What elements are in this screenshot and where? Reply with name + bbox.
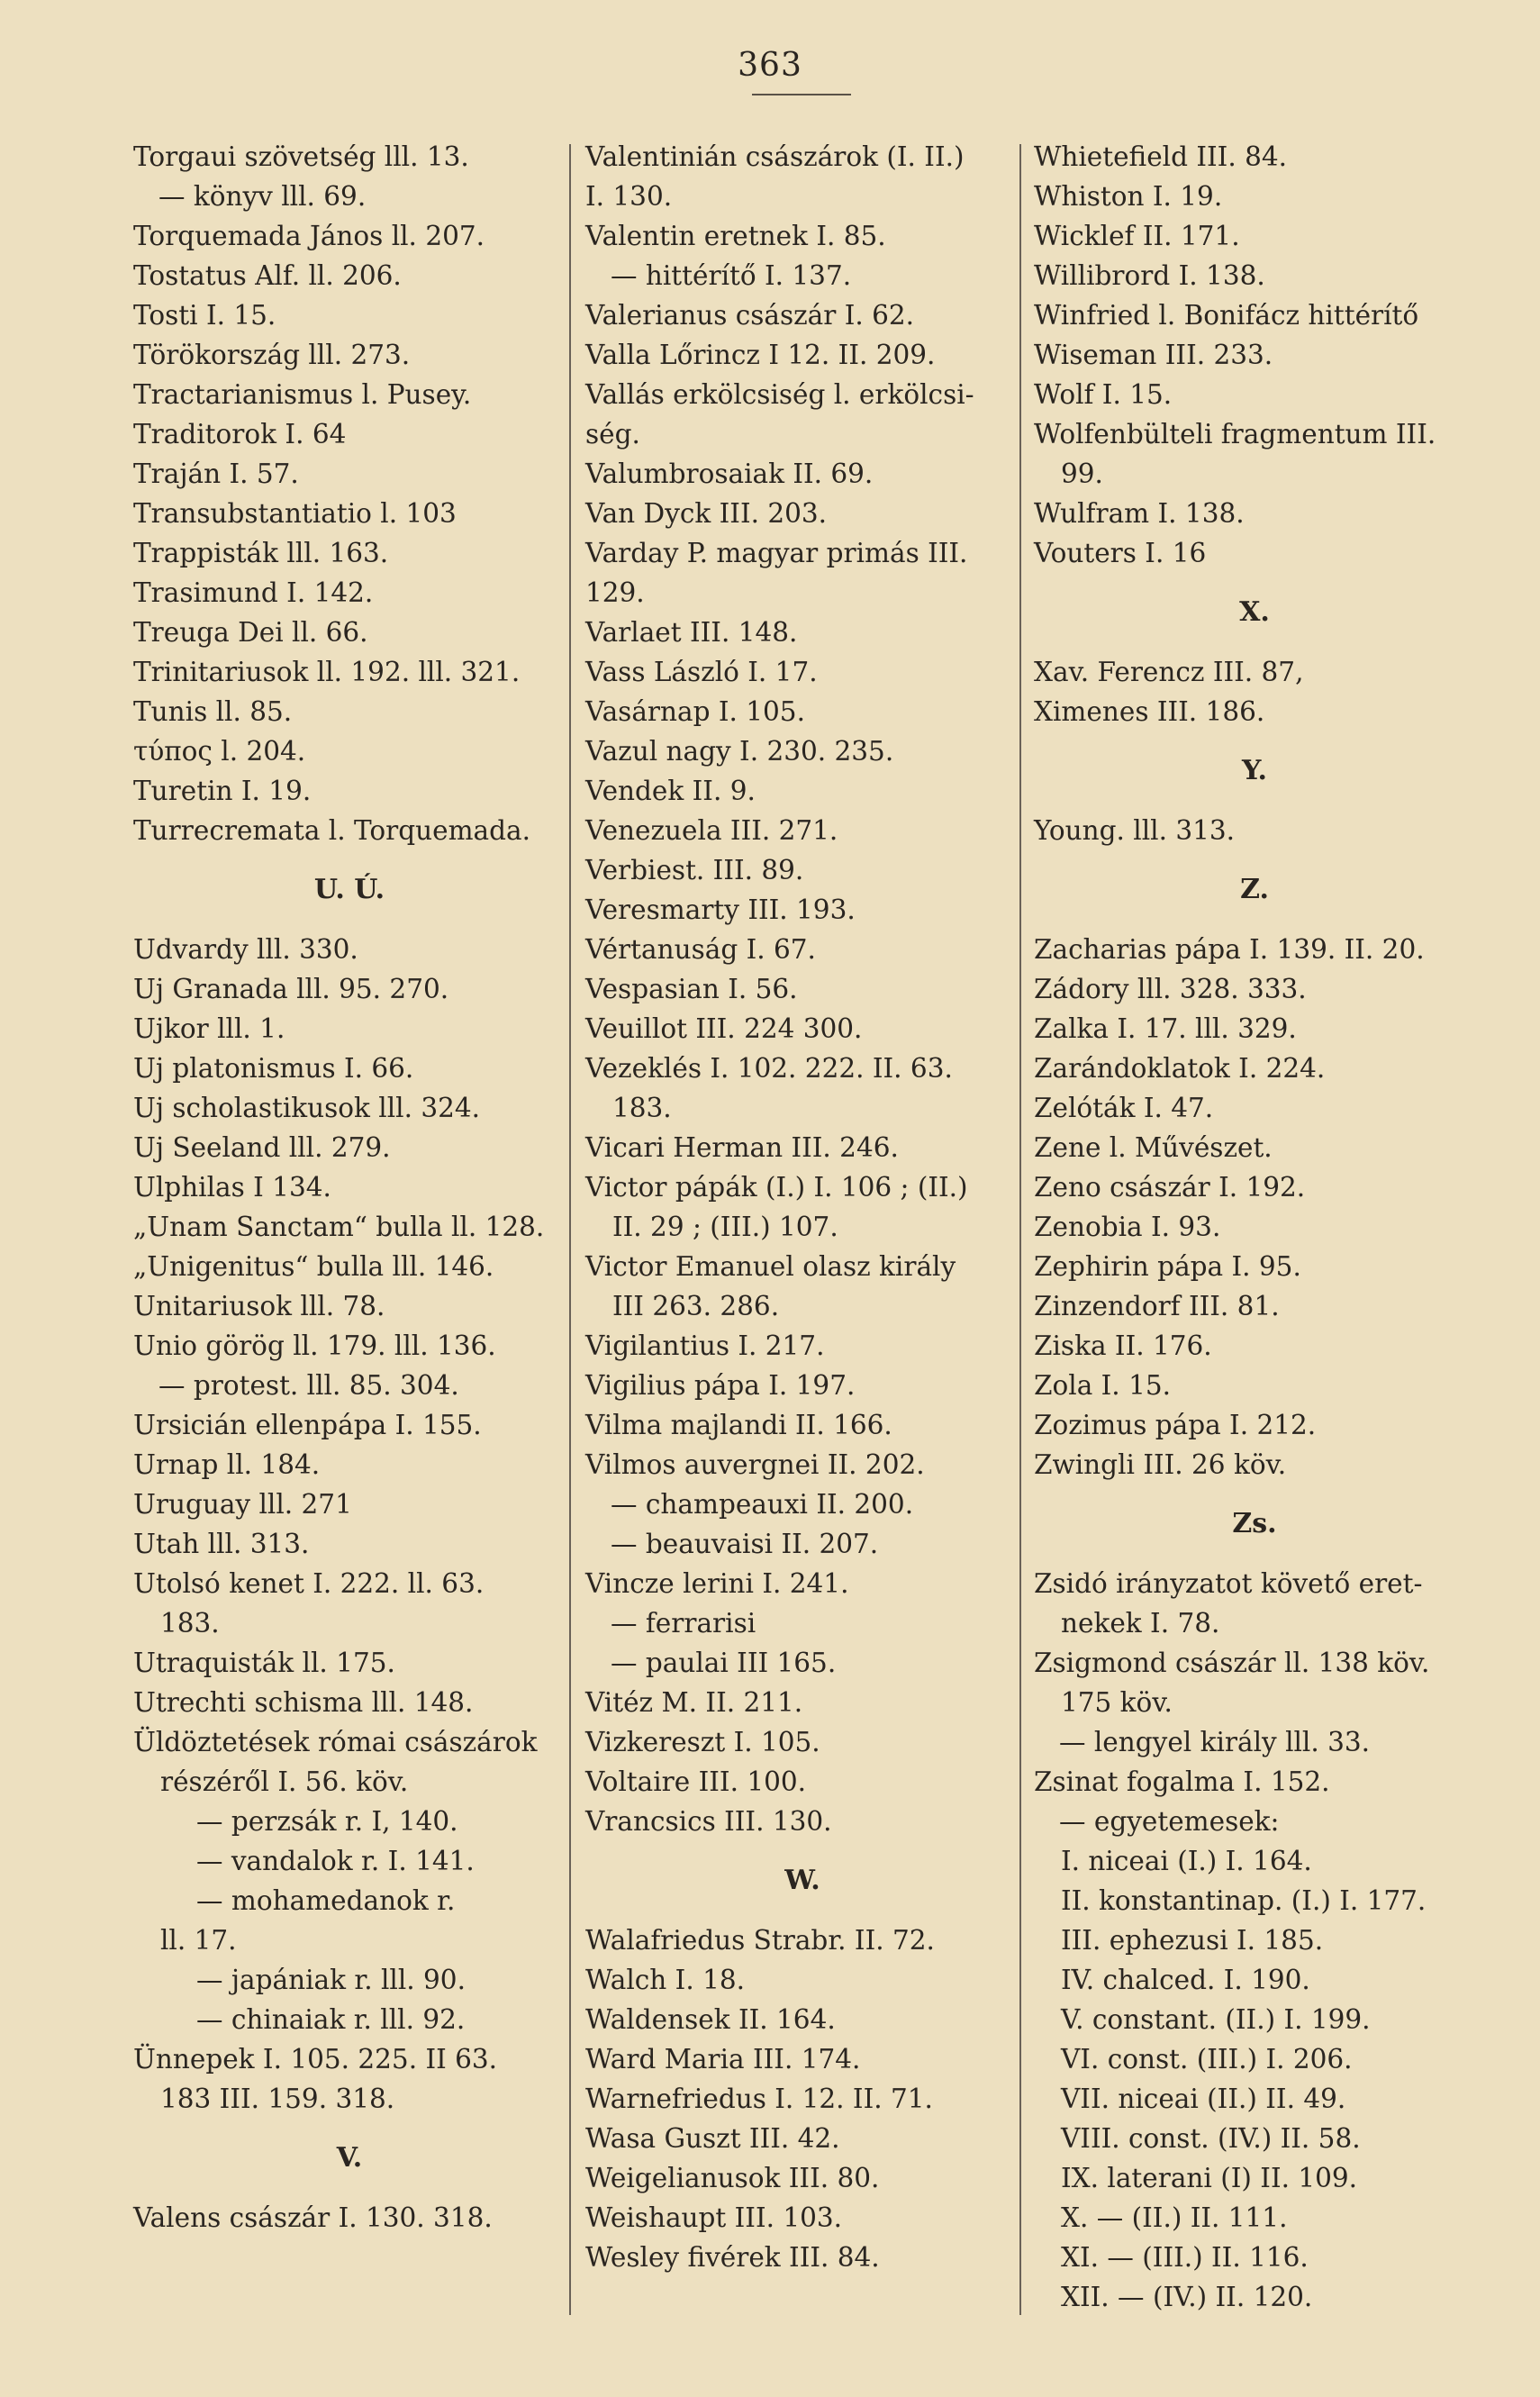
index-entry: Vendek II. 9.: [585, 776, 756, 806]
index-entry: Vizkereszt I. 105.: [585, 1727, 820, 1757]
index-entry: — chinaiak r. lll. 92.: [196, 2004, 466, 2035]
index-entry: Wolf I. 15.: [1034, 379, 1173, 410]
index-entry: Uj Granada lll. 95. 270.: [133, 974, 449, 1004]
index-entry: Zacharias pápa I. 139. II. 20.: [1034, 934, 1425, 965]
index-entry: Valerianus császár I. 62.: [585, 300, 915, 331]
index-entry: Whiston I. 19.: [1034, 181, 1223, 212]
index-entry: VIII. const. (IV.) II. 58.: [1061, 2123, 1361, 2154]
index-entry: Vitéz M. II. 211.: [585, 1687, 803, 1718]
index-entry: Xav. Ferencz III. 87,: [1034, 657, 1304, 687]
index-entry: Uj scholastikusok lll. 324.: [133, 1093, 481, 1123]
index-entry: τύπος l. 204.: [133, 736, 306, 767]
index-entry: Utrechti schisma lll. 148.: [133, 1687, 474, 1718]
index-entry: Utolsó kenet I. 222. ll. 63.: [133, 1568, 485, 1599]
index-entry: Uj platonismus I. 66.: [133, 1053, 414, 1084]
index-entry: X. — (II.) II. 111.: [1061, 2202, 1288, 2233]
index-entry: IV. chalced. I. 190.: [1061, 1965, 1310, 1995]
index-entry: Ujkor lll. 1.: [133, 1013, 285, 1044]
index-entry: II. 29 ; (III.) 107.: [612, 1212, 838, 1242]
index-entry: Waldensek II. 164.: [585, 2004, 836, 2035]
index-entry: VI. const. (III.) I. 206.: [1061, 2044, 1353, 2075]
index-entry: Utraquisták ll. 175.: [133, 1648, 395, 1678]
index-column-3: [1034, 137, 1475, 2317]
index-entry: Torgaui szövetség lll. 13.: [133, 141, 469, 172]
index-entry: 183 III. 159. 318.: [160, 2084, 395, 2114]
index-entry: Victor pápák (I.) I. 106 ; (II.): [585, 1172, 968, 1203]
index-entry: 175 köv.: [1061, 1687, 1173, 1718]
section-letter-heading: X.: [1239, 596, 1270, 628]
index-entry: — lengyel király lll. 33.: [1059, 1727, 1371, 1757]
index-entry: nekek I. 78.: [1061, 1608, 1220, 1639]
column-divider: [569, 144, 571, 2315]
index-entry: Zádory lll. 328. 333.: [1034, 974, 1307, 1004]
section-letter-heading: Z.: [1240, 874, 1269, 905]
index-entry: Vespasian I. 56.: [585, 974, 798, 1004]
index-entry: Winfried l. Bonifácz hittérítő: [1034, 300, 1419, 331]
index-entry: Trinitariusok ll. 192. lll. 321.: [133, 657, 521, 687]
index-entry: VII. niceai (II.) II. 49.: [1061, 2084, 1346, 2114]
index-entry: IX. laterani (I) II. 109.: [1061, 2163, 1358, 2193]
index-entry: Zsinat fogalma I. 152.: [1034, 1766, 1330, 1797]
section-letter-heading: V.: [336, 2142, 363, 2174]
index-entry: — hittérítő I. 137.: [611, 260, 852, 291]
index-entry: Transubstantiatio l. 103: [133, 498, 457, 529]
index-entry: Venezuela III. 271.: [585, 815, 838, 846]
index-entry: Vigilius pápa I. 197.: [585, 1370, 856, 1401]
index-entry: — ferrarisi: [611, 1608, 756, 1639]
index-entry: Tosti I. 15.: [133, 300, 276, 331]
index-entry: Turrecremata l. Torquemada.: [133, 815, 530, 846]
index-entry: Turetin I. 19.: [133, 776, 312, 806]
index-entry: Üldöztetések római császárok: [133, 1727, 538, 1757]
index-entry: Zinzendorf III. 81.: [1034, 1291, 1280, 1321]
index-entry: „Unam Sanctam“ bulla ll. 128.: [133, 1212, 545, 1242]
section-letter-heading: U. Ú.: [313, 874, 385, 905]
index-entry: Zalka I. 17. lll. 329.: [1034, 1013, 1297, 1044]
index-entry: I. niceai (I.) I. 164.: [1061, 1846, 1312, 1876]
index-entry: ség.: [585, 419, 640, 449]
index-entry: Veuillot III. 224 300.: [585, 1013, 863, 1044]
index-entry: Utah lll. 313.: [133, 1529, 310, 1559]
index-entry: III. ephezusi I. 185.: [1061, 1925, 1324, 1956]
index-entry: Valens császár I. 130. 318.: [133, 2202, 493, 2233]
column-divider: [1019, 144, 1021, 2315]
index-entry: Weishaupt III. 103.: [585, 2202, 843, 2233]
index-entry: Walafriedus Strabr. II. 72.: [585, 1925, 935, 1956]
index-entry: Valentin eretnek I. 85.: [585, 221, 886, 251]
index-entry: Veresmarty III. 193.: [585, 894, 856, 925]
section-letter-heading: W.: [784, 1865, 820, 1896]
index-entry: — perzsák r. I, 140.: [196, 1806, 458, 1837]
index-entry: Wasa Guszt III. 42.: [585, 2123, 840, 2154]
index-column-2: [585, 137, 1019, 2277]
index-entry: Trasimund I. 142.: [133, 577, 374, 608]
index-entry: XII. — (IV.) II. 120.: [1061, 2282, 1313, 2312]
section-letter-heading: Zs.: [1232, 1508, 1277, 1539]
index-entry: Vazul nagy I. 230. 235.: [585, 736, 894, 767]
index-entry: Vouters I. 16: [1034, 538, 1207, 568]
index-entry: „Unigenitus“ bulla lll. 146.: [133, 1251, 494, 1282]
index-entry: 99.: [1061, 459, 1103, 489]
index-entry: Traján I. 57.: [133, 459, 299, 489]
index-entry: 129.: [585, 577, 645, 608]
index-entry: Tostatus Alf. ll. 206.: [133, 260, 402, 291]
index-entry: — mohamedanok r.: [196, 1885, 456, 1916]
index-entry: Vezeklés I. 102. 222. II. 63.: [585, 1053, 953, 1084]
index-entry: Ziska II. 176.: [1034, 1330, 1212, 1361]
index-entry: Zozimus pápa I. 212.: [1034, 1410, 1317, 1440]
index-entry: Young. lll. 313.: [1034, 815, 1236, 846]
index-entry: Uruguay lll. 271: [133, 1489, 352, 1520]
index-entry: Weigelianusok III. 80.: [585, 2163, 880, 2193]
index-entry: Ünnepek I. 105. 225. II 63.: [133, 2044, 498, 2075]
index-entry: Vasárnap I. 105.: [585, 696, 805, 727]
index-entry: Valumbrosaiak II. 69.: [585, 459, 874, 489]
index-entry: Zene l. Művészet.: [1034, 1132, 1273, 1163]
index-entry: Varlaet III. 148.: [585, 617, 798, 648]
index-entry: Uj Seeland lll. 279.: [133, 1132, 391, 1163]
index-entry: — egyetemesek:: [1059, 1806, 1280, 1837]
index-entry: Wesley fivérek III. 84.: [585, 2242, 880, 2273]
index-entry: Zeno császár I. 192.: [1034, 1172, 1306, 1203]
index-entry: — beauvaisi II. 207.: [611, 1529, 879, 1559]
index-entry: Tractarianismus l. Pusey.: [133, 379, 472, 410]
index-entry: Vallás erkölcsiség l. erkölcsi-: [585, 379, 974, 410]
index-entry: Valentinián császárok (I. II.): [585, 141, 965, 172]
index-entry: részéről I. 56. köv.: [160, 1766, 409, 1797]
index-entry: Varday P. magyar primás III.: [585, 538, 968, 568]
index-entry: III 263. 286.: [612, 1291, 780, 1321]
index-entry: Vicari Herman III. 246.: [585, 1132, 899, 1163]
index-entry: — protest. lll. 85. 304.: [159, 1370, 459, 1401]
index-entry: Warnefriedus I. 12. II. 71.: [585, 2084, 933, 2114]
index-entry: ll. 17.: [160, 1925, 237, 1956]
index-entry: Treuga Dei ll. 66.: [133, 617, 368, 648]
index-entry: Törökország lll. 273.: [133, 340, 411, 370]
index-entry: Vilmos auvergnei II. 202.: [585, 1449, 925, 1480]
index-entry: 183.: [612, 1093, 672, 1123]
index-entry: 183.: [160, 1608, 220, 1639]
index-entry: Walch I. 18.: [585, 1965, 745, 1995]
index-entry: Voltaire III. 100.: [585, 1766, 807, 1797]
index-entry: I. 130.: [585, 181, 673, 212]
index-entry: Unitariusok lll. 78.: [133, 1291, 385, 1321]
index-entry: Ward Maria III. 174.: [585, 2044, 861, 2075]
index-entry: Zsigmond császár ll. 138 köv.: [1034, 1648, 1430, 1678]
index-entry: Zephirin pápa I. 95.: [1034, 1251, 1301, 1282]
index-entry: — könyv lll. 69.: [159, 181, 367, 212]
header-rule: [752, 94, 851, 95]
index-entry: Vass László I. 17.: [585, 657, 818, 687]
index-entry: XI. — (III.) II. 116.: [1061, 2242, 1309, 2273]
index-entry: Ursicián ellenpápa I. 155.: [133, 1410, 482, 1440]
index-entry: Ulphilas I 134.: [133, 1172, 331, 1203]
index-entry: Trappisták lll. 163.: [133, 538, 389, 568]
index-entry: Zelóták I. 47.: [1034, 1093, 1214, 1123]
index-entry: Zenobia I. 93.: [1034, 1212, 1221, 1242]
index-entry: Tunis ll. 85.: [133, 696, 293, 727]
index-entry: Udvardy lll. 330.: [133, 934, 358, 965]
index-entry: Unio görög ll. 179. lll. 136.: [133, 1330, 496, 1361]
index-entry: — vandalok r. I. 141.: [196, 1846, 475, 1876]
index-entry: Traditorok I. 64: [133, 419, 347, 449]
index-entry: Van Dyck III. 203.: [585, 498, 828, 529]
index-entry: Vrancsics III. 130.: [585, 1806, 832, 1837]
section-letter-heading: Y.: [1242, 755, 1267, 786]
index-entry: Zarándoklatok I. 224.: [1034, 1053, 1326, 1084]
index-entry: — champeauxi II. 200.: [611, 1489, 914, 1520]
index-entry: Wicklef II. 171.: [1034, 221, 1240, 251]
index-entry: Torquemada János ll. 207.: [133, 221, 485, 251]
index-entry: Vincze lerini I. 241.: [585, 1568, 849, 1599]
index-entry: Zsidó irányzatot követő eret-: [1034, 1568, 1423, 1599]
index-entry: Wulfram I. 138.: [1034, 498, 1245, 529]
index-entry: Vértanuság I. 67.: [585, 934, 816, 965]
index-entry: Zola I. 15.: [1034, 1370, 1171, 1401]
index-entry: Zwingli III. 26 köv.: [1034, 1449, 1287, 1480]
index-entry: Vigilantius I. 217.: [585, 1330, 825, 1361]
index-entry: Victor Emanuel olasz király: [585, 1251, 956, 1282]
index-entry: Willibrord I. 138.: [1034, 260, 1265, 291]
index-entry: — paulai III 165.: [611, 1648, 837, 1678]
index-entry: V. constant. (II.) I. 199.: [1061, 2004, 1371, 2035]
index-entry: Wolfenbülteli fragmentum III.: [1034, 419, 1436, 449]
index-column-1: [133, 137, 566, 2238]
index-entry: Urnap ll. 184.: [133, 1449, 321, 1480]
index-entry: Valla Lőrincz I 12. II. 209.: [585, 340, 936, 370]
index-entry: II. konstantinap. (I.) I. 177.: [1061, 1885, 1427, 1916]
page-number: 363: [738, 47, 802, 84]
index-entry: Whietefield III. 84.: [1034, 141, 1287, 172]
index-entry: Verbiest. III. 89.: [585, 855, 804, 885]
index-entry: Vilma majlandi II. 166.: [585, 1410, 892, 1440]
index-entry: — japániak r. lll. 90.: [196, 1965, 466, 1995]
index-entry: Wiseman III. 233.: [1034, 340, 1273, 370]
index-entry: Ximenes III. 186.: [1034, 696, 1265, 727]
